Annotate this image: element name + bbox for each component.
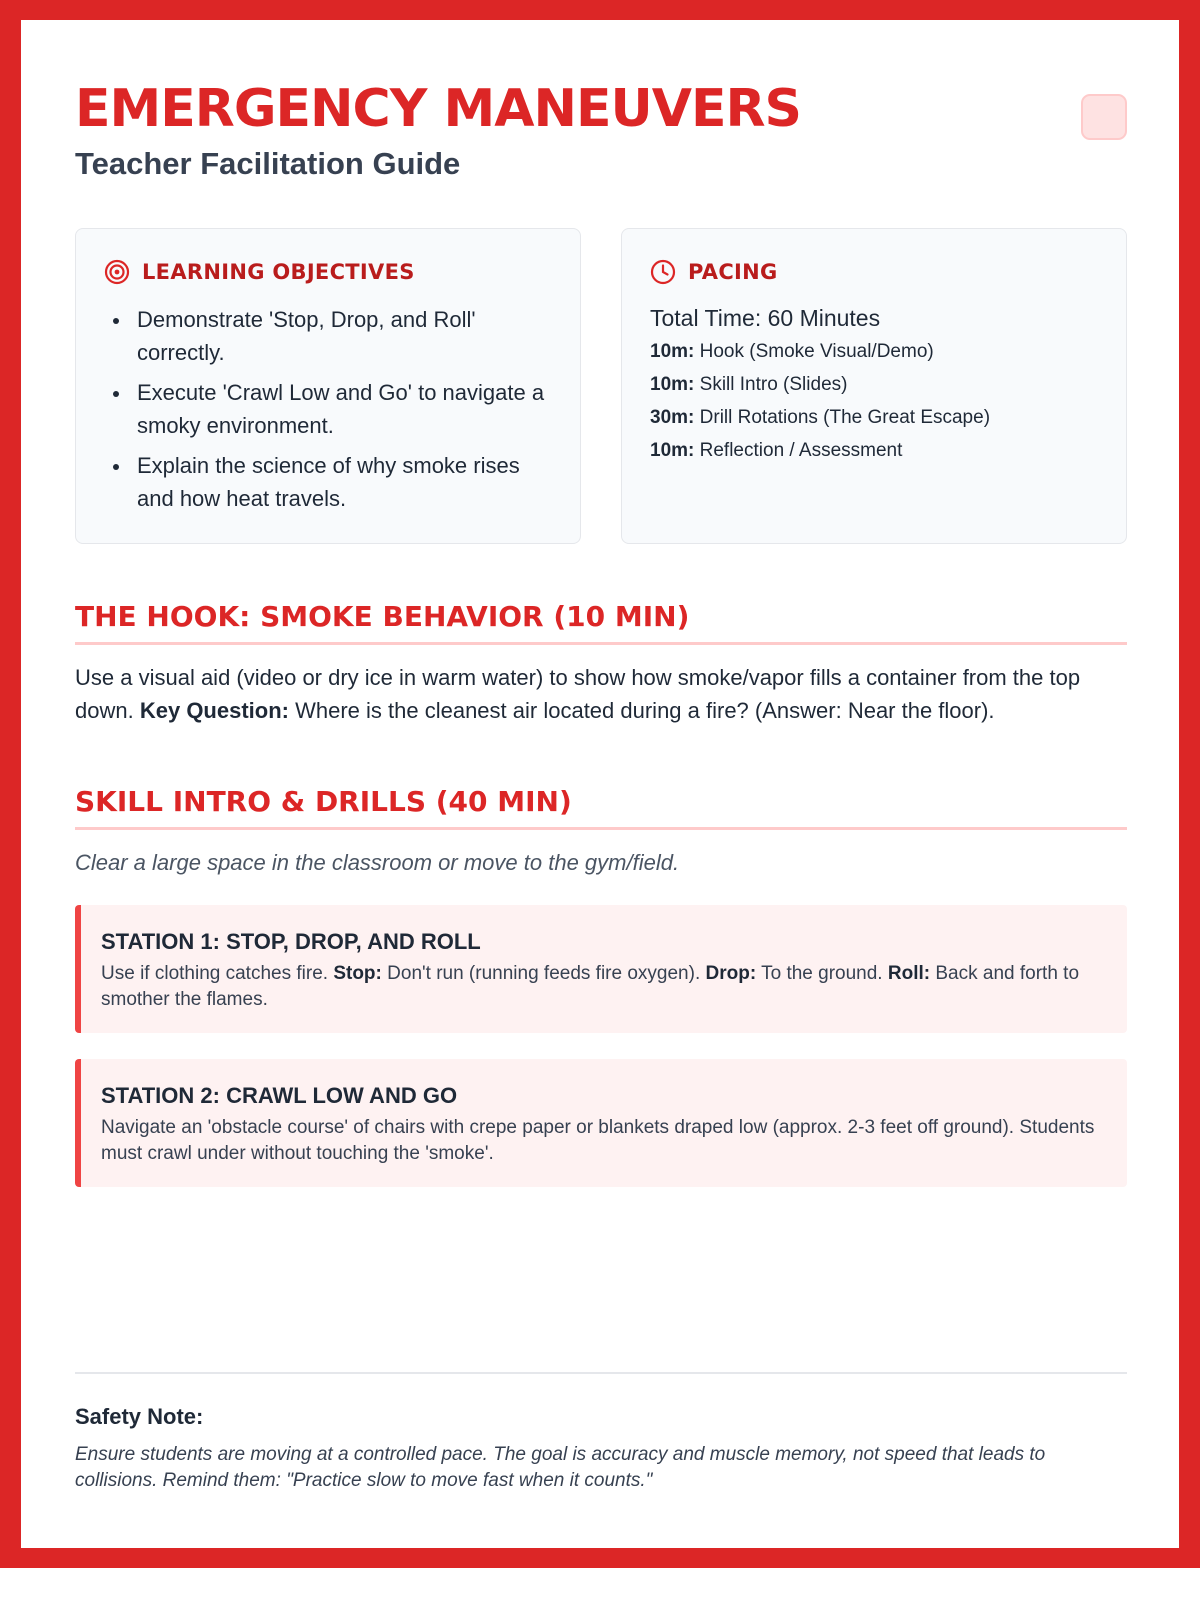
list-item: Explain the science of why smoke rises and how heat travels. <box>104 449 552 515</box>
document-content <box>75 78 1127 1187</box>
objectives-card <box>75 228 581 544</box>
station-1-title: STATION 1: STOP, DROP, AND ROLL <box>101 929 481 954</box>
clock-icon <box>650 259 676 285</box>
target-icon <box>104 259 130 285</box>
safety-footer <box>75 1372 1127 1494</box>
page-subtitle: Teacher Facilitation Guide <box>75 146 461 181</box>
pacing-row: 10m: Skill Intro (Slides) <box>650 374 848 395</box>
drills-note: Clear a large space in the classroom or move to the gym/field. <box>75 850 680 875</box>
station-2-callout <box>75 1059 1127 1187</box>
objectives-title: LEARNING OBJECTIVES <box>142 260 415 284</box>
key-question-label: Key Question: <box>139 698 289 723</box>
safety-text: Ensure students are moving at a controlled pace. The goal is accuracy and muscle memory, not speed that leads to collisions. Remind them: "Practice slow to move fast when it counts." <box>75 1444 1046 1491</box>
objectives-list <box>104 303 552 515</box>
pacing-row: 10m: Reflection / Assessment <box>650 440 903 461</box>
list-item: Execute 'Crawl Low and Go' to navigate a smoky environment. <box>104 376 552 442</box>
station-2-body: Navigate an 'obstacle course' of chairs with crepe paper or blankets draped low (approx. 2-3 feet off ground). Students must crawl under without touching the 'smoke'. <box>101 1117 1095 1164</box>
objectives-card-header <box>104 257 552 287</box>
station-1-body: Use if clothing catches fire. Stop: Don't run (running feeds fire oxygen). Drop: To the ground. Roll: Back and forth to smother the flames. <box>101 963 1080 1010</box>
drills-heading: SKILL INTRO & DRILLS (40 MIN) <box>75 783 1127 830</box>
pacing-total: Total Time: 60 Minutes <box>650 305 881 331</box>
pacing-card-header <box>650 257 1098 287</box>
pacing-row: 30m: Drill Rotations (The Great Escape) <box>650 407 991 428</box>
corner-badge <box>1081 94 1127 140</box>
hook-paragraph: Use a visual aid (video or dry ice in warm water) to show how smoke/vapor fills a container from the top down. Key Question: Where is the cleanest air located during a fire? (Answer: Near the floor). <box>75 665 1081 723</box>
station-1-callout <box>75 905 1127 1033</box>
station-2-title: STATION 2: CRAWL LOW AND GO <box>101 1083 458 1108</box>
list-item: Demonstrate 'Stop, Drop, and Roll' correctly. <box>104 303 552 369</box>
hook-heading: THE HOOK: SMOKE BEHAVIOR (10 MIN) <box>75 598 1127 645</box>
pacing-title: PACING <box>688 260 778 284</box>
pacing-row: 10m: Hook (Smoke Visual/Demo) <box>650 341 934 362</box>
info-cards <box>75 228 1127 544</box>
page-title: EMERGENCY MANEUVERS <box>75 79 801 139</box>
safety-label: Safety Note: <box>75 1404 204 1429</box>
document-page <box>21 20 1179 1548</box>
pacing-card <box>621 228 1127 544</box>
